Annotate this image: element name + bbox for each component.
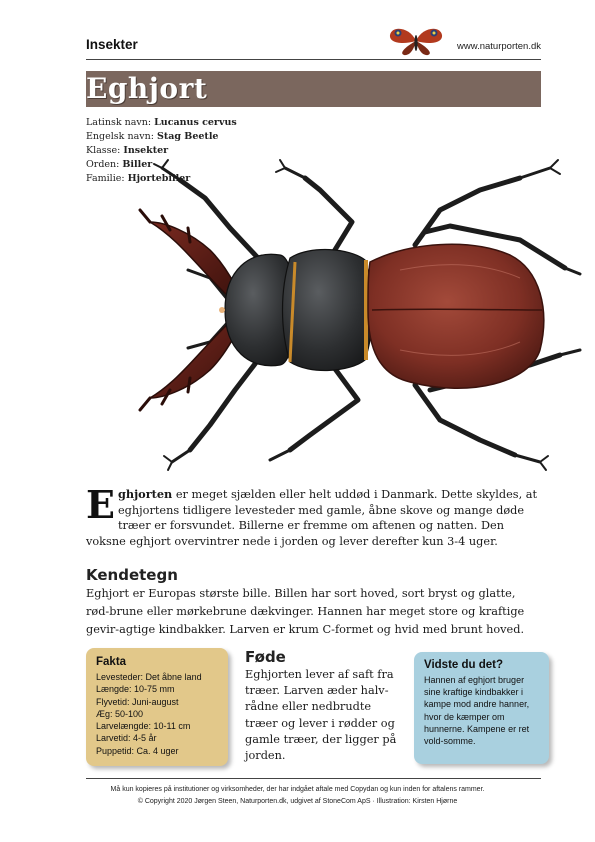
fakta-list <box>96 671 202 757</box>
intro-text: er meget sjælden eller helt uddød i Danmark. Dette skyldes, at eghjortens tidligere levesteder med gamle, åbne skove og mange døde træer er forsvundet. Billerne er fremme om aftenen og natten. Den voksne eghjort overvintrer nede i jorden og lever derefter kun 3-4 uger. <box>86 488 538 548</box>
fakta-box <box>86 648 228 766</box>
vidste-box <box>414 652 549 764</box>
footer-divider <box>86 778 541 779</box>
fakta-item: Levesteder: Det åbne land <box>96 672 202 682</box>
site-url: www.naturporten.dk <box>457 41 541 52</box>
intro-paragraph <box>86 482 541 549</box>
kendetegn-text: Eghjort er Europas største bille. Billen har sort hoved, sort bryst og glatte, rød-brune eller mørkebrune dækvinger. Hannen har meget store og kraftige gevir-agtige kindbakker. Larven er krum C-formet og hvid med brunt hoved. <box>86 587 525 636</box>
vidste-heading: Vidste du det? <box>424 659 504 671</box>
fakta-item: Larvetid: 4-5 år <box>96 733 157 744</box>
drop-cap: E <box>86 482 115 527</box>
fakta-item: Flyvetid: Juni-august <box>96 696 179 707</box>
taxonomy-row: Familie: Hjortebiller <box>86 173 191 184</box>
foede-heading: Føde <box>245 648 286 666</box>
copyright: © Copyright 2020 Jørgen Steen, Naturporten.dk, udgivet af StoneCom ApS · Illustration: Kirsten Hjørne <box>137 797 458 805</box>
intro-lead: ghjorten <box>117 487 173 501</box>
fakta-item: Længde: 10-75 mm <box>96 684 175 695</box>
fakta-heading: Fakta <box>96 656 127 668</box>
copy-notice: Må kun kopieres på institutioner og virksomheder, der har indgået aftale med Copydan og kun inden for aftalens rammer. <box>110 786 485 793</box>
taxonomy-row: Engelsk navn: Stag Beetle <box>86 131 219 142</box>
category-label: Insekter <box>86 37 138 52</box>
vidste-text: Hannen af eghjort bruger sine kraftige kindbakker i kampe mod andre hanner, hvor de kæmper om hunnerne. Kampene er ret vold-somme. <box>424 675 530 747</box>
footer <box>60 784 535 807</box>
header-divider <box>86 59 541 60</box>
page-header <box>86 35 541 59</box>
fakta-item: Larvelængde: 10-11 cm <box>96 721 191 732</box>
kendetegn-heading: Kendetegn <box>86 566 178 584</box>
fakta-item: Puppetid: Ca. 4 uger <box>96 745 179 756</box>
title-bar <box>86 71 541 107</box>
stag-beetle-illustration <box>110 150 590 480</box>
fakta-item: Æg: 50-100 <box>96 708 144 719</box>
butterfly-icon <box>386 25 446 57</box>
taxonomy-row: Klasse: Insekter <box>86 145 169 156</box>
taxonomy-row: Orden: Biller <box>86 159 153 170</box>
taxonomy-row: Latinsk navn: Lucanus cervus <box>86 117 237 128</box>
foede-text: Eghjorten lever af saft fra træer. Larven æder halv-rådne eller nedbrudte træer og lever i rødder og gamle træer, der ligger på jorden. <box>245 668 397 763</box>
page-title: Eghjort <box>86 72 208 105</box>
